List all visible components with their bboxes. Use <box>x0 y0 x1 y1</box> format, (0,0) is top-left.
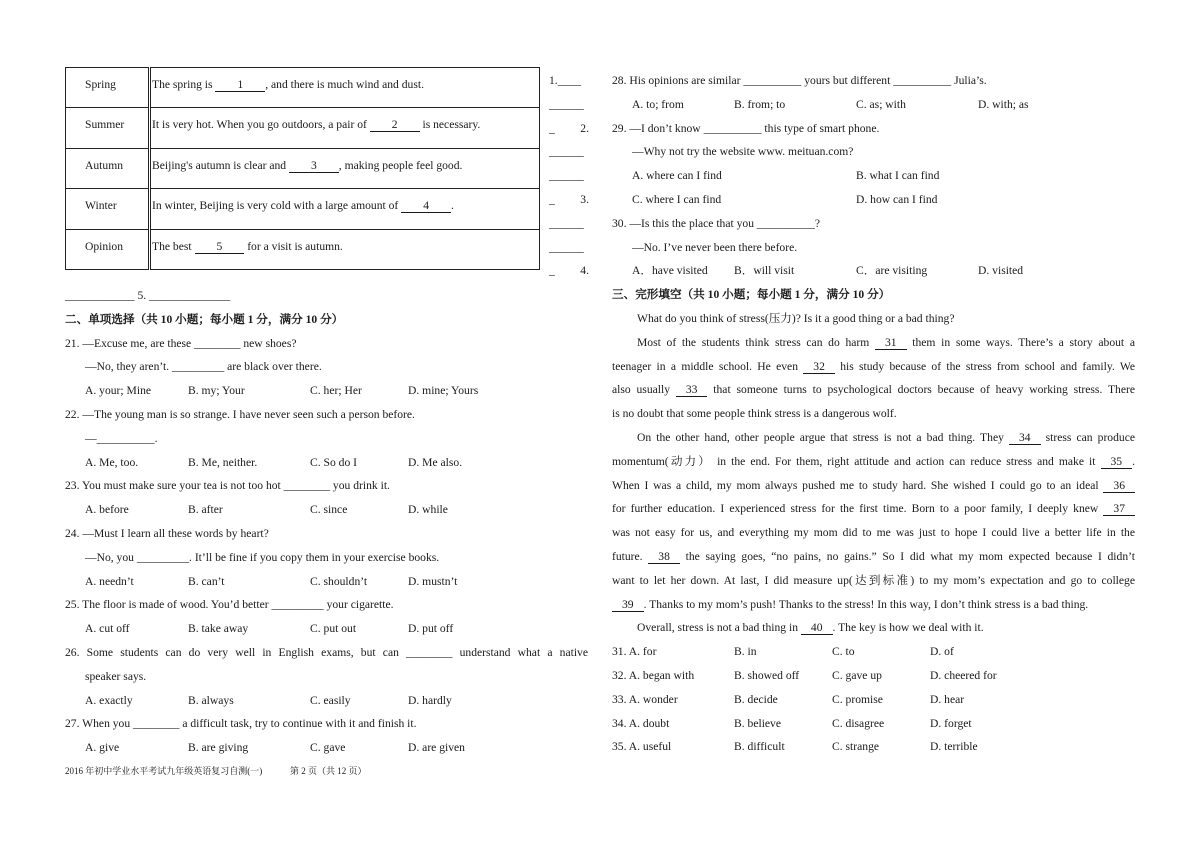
passage-text: also usually <box>612 383 676 397</box>
blank-number: 3 <box>289 159 339 173</box>
cloze-blank: 39 <box>612 598 644 612</box>
answer-option: C. easily <box>310 693 351 707</box>
answer-option: B. difficult <box>734 740 785 754</box>
passage-text: What do you think of stress(压力)? Is it a good thing or a bad thing? <box>637 311 955 325</box>
option-row <box>612 188 1135 212</box>
passage-text: future. <box>612 549 649 563</box>
paragraph-line <box>612 545 1135 569</box>
cloze-blank: 32 <box>803 360 835 374</box>
passage-text: On the other hand, other people argue that stress is not a bad thing. They <box>637 430 1009 444</box>
answer-option: A. cut off <box>85 622 130 636</box>
section-heading: 二、单项选择（共 10 小题；每小题 1 分，满分 10 分） <box>65 312 344 326</box>
paragraph-line <box>612 402 1135 426</box>
answer-option: C. So do I <box>310 455 358 469</box>
description-text: In winter, Beijing is very cold with a large amount of <box>152 199 402 213</box>
answer-option: 34. A. doubt <box>612 716 670 730</box>
passage-text: want to let her down. At last, I did measure up(达到标准) to my mom’s expectation and go to college <box>612 573 1135 587</box>
paragraph-line <box>612 521 1135 545</box>
answer-option: A. before <box>85 503 129 517</box>
answer-option: C．are visiting <box>856 264 928 278</box>
answer-option: D. mustn’t <box>408 574 458 588</box>
passage-text: stress can produce <box>1040 430 1135 444</box>
answer-option: B. can’t <box>188 574 225 588</box>
answer-blank-line: ______ <box>549 97 584 111</box>
description-text: It is very hot. When you go outdoors, a pair of <box>152 118 370 132</box>
blank-number: 2 <box>370 118 420 132</box>
cloze-blank: 37 <box>1103 502 1135 516</box>
answer-blank-line: _ 2. <box>549 121 589 135</box>
cloze-blank: 31 <box>875 336 907 350</box>
blank-number: 4 <box>401 199 451 213</box>
cloze-option-row <box>612 712 1135 736</box>
dialogue-line: —Why not try the website www. meituan.com? <box>632 145 854 159</box>
option-row <box>612 259 1135 283</box>
answer-option: A. needn’t <box>85 574 134 588</box>
cloze-paragraph <box>612 331 1135 426</box>
answer-option: C. put out <box>310 622 357 636</box>
dialogue-line: —No, you _________. It’ll be fine if you copy them in your exercise books. <box>85 550 440 564</box>
answer-option: C. to <box>832 645 855 659</box>
option-row <box>65 451 588 475</box>
answer-option: C. gave <box>310 741 346 755</box>
dialogue-line: —No, they aren’t. _________ are black over there. <box>85 360 322 374</box>
cloze-blank: 33 <box>676 383 708 397</box>
answer-option: D. put off <box>408 622 454 636</box>
answer-option: D. terrible <box>930 740 978 754</box>
description-text: The best <box>152 239 195 253</box>
passage-text: Overall, stress is not a bad thing in <box>637 621 801 635</box>
season-description <box>150 229 540 269</box>
answer-option: B. my; Your <box>188 384 245 398</box>
seasons-table-body <box>66 68 540 270</box>
answer-option: D. visited <box>978 264 1024 278</box>
passage-text: them in some ways. There’s a story about a <box>906 335 1135 349</box>
answer-option: D. cheered for <box>930 668 997 682</box>
season-description <box>150 148 540 188</box>
answer-option: D. hardly <box>408 693 452 707</box>
option-row <box>65 736 588 760</box>
cloze-option-row <box>612 735 1135 759</box>
paragraph-line <box>612 616 1135 640</box>
passage-text: his study because of the stress from school and family. We <box>834 359 1136 373</box>
description-text: , making people feel good. <box>338 158 463 172</box>
answer-option: 32. A. began with <box>612 668 695 682</box>
option-row <box>612 164 1135 188</box>
answer-option: B. what I can find <box>856 169 940 183</box>
passage-text: for further education. I experienced stress for the first time. Born to a poor family, I deeply knew <box>612 502 1104 516</box>
paragraph-line <box>612 307 1135 331</box>
season-label: Winter <box>66 189 150 229</box>
cloze-blank: 34 <box>1009 431 1041 445</box>
answer-option: A. to; from <box>632 97 684 111</box>
dialogue-line: —No. I’ve never been there before. <box>632 240 798 254</box>
answer-option: D. mine; Yours <box>408 384 479 398</box>
question-stem: 26. Some students can do very well in English exams, but can ________ understand what a native <box>65 645 588 659</box>
answer-option: D. how can I find <box>856 192 938 206</box>
answer-option: D. with; as <box>978 97 1029 111</box>
season-label: Opinion <box>66 229 150 269</box>
passage-text: is no doubt that some people think stress is a dangerous wolf. <box>612 407 897 421</box>
answer-option: 35. A. useful <box>612 740 672 754</box>
question-stem: 30. —Is this the place that you __________? <box>612 216 821 230</box>
description-text: is necessary. <box>419 118 481 132</box>
paragraph-line <box>612 474 1135 498</box>
answer-option: A. give <box>85 741 120 755</box>
answer-option: D. hear <box>930 692 965 706</box>
answer-option: C. since <box>310 503 348 517</box>
answer-option: C. strange <box>832 740 880 754</box>
description-text: . <box>450 199 454 213</box>
passage-text: the saying goes, “no pains, no gains.” So I did what my mom expected because I didn’t <box>679 549 1135 563</box>
question-stem: 22. —The young man is so strange. I have never seen such a person before. <box>65 407 415 421</box>
passage-text: . <box>1132 454 1135 468</box>
description-text: The spring is <box>152 78 216 91</box>
question-stem: 23. You must make sure your tea is not too hot ________ you drink it. <box>65 479 390 493</box>
answer-option: D. forget <box>930 716 972 730</box>
answer-blank-line: ______ <box>549 240 584 254</box>
cloze-blank: 35 <box>1101 455 1133 469</box>
footer-exam-title: 2016 年初中学业水平考试九年级英语复习自测(一) <box>65 766 263 776</box>
blank-number: 5 <box>195 240 245 254</box>
answer-blank-line: ____________ 5. ______________ <box>65 289 231 302</box>
answer-option: B. decide <box>734 692 778 706</box>
season-label: Autumn <box>66 148 150 188</box>
passage-text: was not easy for us, and everything my mom did to me was just to hope I could live a better life in the <box>612 526 1135 540</box>
answer-option: C. as; with <box>856 97 906 111</box>
paragraph-line <box>612 355 1135 379</box>
answer-blank-line: ______ <box>549 169 584 183</box>
cloze-blank: 40 <box>801 621 833 635</box>
question-stem-continued: speaker says. <box>85 669 147 683</box>
answer-option: B. take away <box>188 622 249 636</box>
table-row <box>66 189 540 229</box>
answer-option: B．will visit <box>734 264 795 278</box>
paragraph-line <box>612 331 1135 355</box>
answer-option: D. Me also. <box>408 455 463 469</box>
option-row <box>65 570 588 594</box>
cloze-option-row <box>612 640 1135 664</box>
paragraph-line <box>612 378 1135 402</box>
option-row <box>612 93 1135 117</box>
answer-option: 33. A. wonder <box>612 692 678 706</box>
answer-option: 31. A. for <box>612 645 657 659</box>
answer-option: C. promise <box>832 692 883 706</box>
answer-option: B. believe <box>734 716 782 730</box>
description-text: Beijing's autumn is clear and <box>152 158 289 172</box>
footer-page-number: 第 2 页（共 12 页） <box>290 766 367 776</box>
answer-option: A. exactly <box>85 693 133 707</box>
answer-option: C. where I can find <box>632 192 722 206</box>
cloze-paragraph <box>612 307 1135 331</box>
cloze-paragraph <box>612 616 1135 640</box>
answer-blank-column <box>549 69 589 283</box>
option-row <box>65 689 588 713</box>
answer-option: D. while <box>408 503 448 517</box>
option-row <box>65 617 588 641</box>
description-text: , and there is much wind and dust. <box>265 78 424 91</box>
passage-text: . Thanks to my mom’s push! Thanks to the stress! In this way, I don’t think stress is a bad thing. <box>643 597 1089 611</box>
passage-text: momentum(动力） in the end. For them, right attitude and action can reduce stress and make it <box>612 454 1101 468</box>
cloze-option-row <box>612 664 1135 688</box>
paragraph-line <box>612 426 1135 450</box>
page-footer <box>65 765 465 778</box>
cloze-blank: 38 <box>648 550 680 564</box>
answer-option: B. after <box>188 503 223 517</box>
question-stem: 25. The floor is made of wood. You’d better _________ your cigarette. <box>65 598 394 612</box>
answer-option: A. Me, too. <box>85 455 139 469</box>
season-label: Summer <box>66 108 150 148</box>
answer-option: B. always <box>188 693 234 707</box>
passage-text: When I was a child, my mom always pushed me to study hard. She wished I could go to an ideal <box>612 478 1104 492</box>
answer-option: B. in <box>734 645 757 659</box>
answer-option: C. her; Her <box>310 384 362 398</box>
answer-option: D. of <box>930 645 954 659</box>
table-row <box>66 108 540 148</box>
passage-text: Most of the students think stress can do harm <box>637 335 875 349</box>
question-stem: 29. —I don’t know __________ this type of smart phone. <box>612 121 880 135</box>
answer-blank-line: 1.____ <box>549 74 581 87</box>
answer-option: C. gave up <box>832 668 882 682</box>
question-stem: 27. When you ________ a difficult task, try to continue with it and finish it. <box>65 717 417 731</box>
season-label: Spring <box>66 68 150 108</box>
season-description <box>150 108 540 148</box>
cloze-paragraph <box>612 426 1135 616</box>
answer-blank-line: _ 4. <box>549 264 589 278</box>
option-row <box>65 498 588 522</box>
answer-option: A．have visited <box>632 264 708 278</box>
blank-number: 1 <box>215 78 265 92</box>
answer-option: C. disagree <box>832 716 885 730</box>
table-row <box>66 68 540 108</box>
answer-option: D. are given <box>408 741 465 755</box>
right-column <box>612 69 1135 759</box>
description-text: for a visit is autumn. <box>244 239 343 253</box>
cloze-blank: 36 <box>1103 479 1135 493</box>
dialogue-line: —__________. <box>85 431 158 445</box>
answer-blank-line: _ 3. <box>549 192 589 206</box>
cloze-option-row <box>612 688 1135 712</box>
answer-option: B. Me, neither. <box>188 455 258 469</box>
paragraph-line <box>612 450 1135 474</box>
left-column <box>65 284 588 760</box>
section-heading: 三、完形填空（共 10 小题；每小题 1 分，满分 10 分） <box>612 288 891 302</box>
paragraph-line <box>612 569 1135 593</box>
seasons-table <box>65 67 540 270</box>
season-description <box>150 68 540 108</box>
season-description <box>150 189 540 229</box>
answer-option: A. where can I find <box>632 169 722 183</box>
answer-option: B. are giving <box>188 741 249 755</box>
answer-option: C. shouldn’t <box>310 574 368 588</box>
table-row <box>66 229 540 269</box>
question-stem: 24. —Must I learn all these words by heart? <box>65 526 269 540</box>
paragraph-line <box>612 497 1135 521</box>
passage-text: that someone turns to psychological doctors because of heavy working stress. There <box>707 383 1136 397</box>
passage-text: teenager in a middle school. He even <box>612 359 804 373</box>
answer-option: A. your; Mine <box>85 384 152 398</box>
table-row <box>66 148 540 188</box>
paragraph-line <box>612 593 1135 617</box>
option-row <box>65 379 588 403</box>
passage-text: . The key is how we deal with it. <box>832 621 984 635</box>
question-stem: 28. His opinions are similar __________ yours but different __________ Julia’s. <box>612 74 987 87</box>
answer-option: B. showed off <box>734 668 800 682</box>
question-stem: 21. —Excuse me, are these ________ new shoes? <box>65 336 297 350</box>
answer-option: B. from; to <box>734 97 786 111</box>
answer-blank-line: ______ <box>549 216 584 230</box>
answer-blank-line: ______ <box>549 145 584 159</box>
